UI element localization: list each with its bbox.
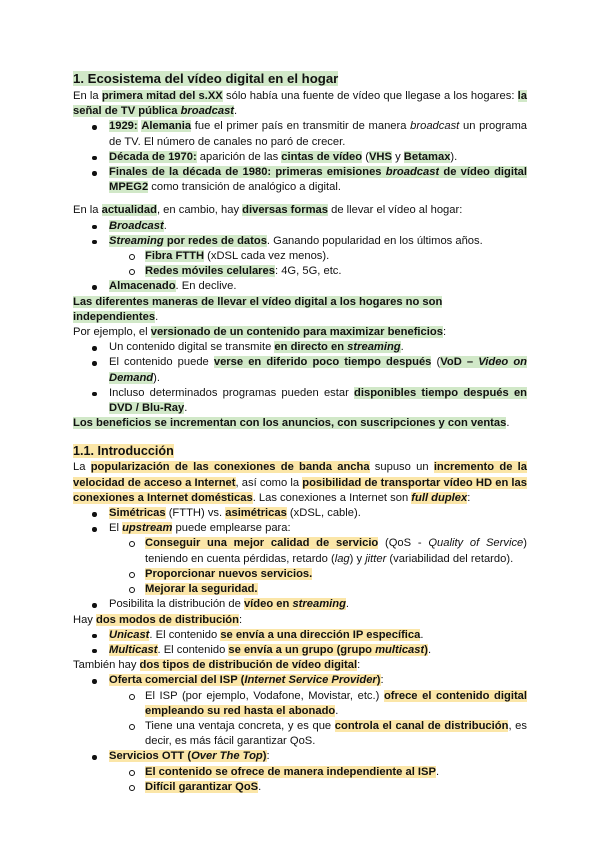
list-item: Tiene una ventaja concreta, y es que controla el canal de distribución, es decir, es más fácil garantizar QoS.: [109, 719, 527, 749]
section-title: 1. Ecosistema del vídeo digital en el hogar: [73, 71, 339, 86]
sub-list: [109, 765, 527, 795]
sub-list: [109, 536, 527, 597]
list-item: Posibilita la distribución de vídeo en streaming.: [73, 597, 527, 612]
paragraph-modes: Hay dos modos de distribución:: [73, 613, 243, 626]
paragraph-versioning: Por ejemplo, el versionado de un contenido para maximizar beneficios:: [73, 326, 447, 339]
list-item: Mejorar la seguridad.: [109, 582, 527, 597]
versioning-list: [73, 340, 527, 416]
paragraph-not-independent: Las diferentes maneras de llevar el vídeo digital a los hogares no son independientes.: [73, 295, 443, 323]
subsection-title: 1.1. Introducción: [73, 444, 174, 459]
paragraph-broadband: La popularización de las conexiones de banda ancha supuso un incremento de la velocidad de acceso a Internet, así como la posibilidad de transportar vídeo HD en las conexiones a Internet domésticas. Las conexiones a Internet son full duplex:: [73, 461, 527, 504]
list-item: Fibra FTTH (xDSL cada vez menos).: [109, 249, 527, 264]
delivery-list: [73, 219, 527, 295]
types-list: [73, 673, 527, 795]
list-item: Servicios OTT (Over The Top): El contenido se ofrece de manera independiente al ISP. Difícil garantizar QoS.: [73, 749, 527, 795]
paragraph-intro: En la primera mitad del s.XX sólo había una fuente de vídeo que llegase a los hogares: la señal de TV pública broadcast.: [73, 90, 527, 118]
list-item: Multicast. El contenido se envía a un grupo (grupo multicast).: [73, 643, 527, 658]
modes-list: [73, 628, 527, 658]
list-item: Almacenado. En declive.: [73, 279, 527, 294]
list-item: Conseguir una mejor calidad de servicio (QoS - Quality of Service) teniendo en cuenta pérdidas, retardo (lag) y jitter (variabilidad del retardo).: [109, 536, 527, 566]
list-item: El contenido se ofrece de manera independiente al ISP.: [109, 765, 527, 780]
list-item: Difícil garantizar QoS.: [109, 780, 527, 795]
list-item: Unicast. El contenido se envía a una dirección IP específica.: [73, 628, 527, 643]
list-item: El upstream puede emplearse para: Conseguir una mejor calidad de servicio (QoS - Quality of Service) teniendo en cuenta pérdidas, retardo (lag) y jitter (variabilidad del retardo). Proporcionar nuevos servicios. Mejorar la seguridad.: [73, 521, 527, 597]
list-item: El ISP (por ejemplo, Vodafone, Movistar, etc.) ofrece el contenido digital empleando su red hasta el abonado.: [109, 689, 527, 719]
paragraph-now: En la actualidad, en cambio, hay diversas formas de llevar el vídeo al hogar:: [73, 204, 463, 217]
paragraph-profit: Los beneficios se incrementan con los anuncios, con suscripciones y con ventas.: [73, 417, 510, 430]
connections-list: [73, 506, 527, 612]
list-item: Simétricas (FTTH) vs. asimétricas (xDSL, cable).: [73, 506, 527, 521]
sub-list: [109, 689, 527, 750]
paragraph-types: También hay dos tipos de distribución de vídeo digital:: [73, 659, 361, 672]
list-item: Década de 1970: aparición de las cintas de vídeo (VHS y Betamax).: [73, 150, 527, 165]
history-list: [73, 119, 527, 195]
list-item: Incluso determinados programas pueden estar disponibles tiempo después en DVD / Blu-Ray.: [73, 386, 527, 416]
list-item: Streaming por redes de datos. Ganando popularidad en los últimos años. Fibra FTTH (xDSL cada vez menos). Redes móviles celulares: 4G, 5G, etc.: [73, 234, 527, 280]
list-item: Proporcionar nuevos servicios.: [109, 567, 527, 582]
list-item: Oferta comercial del ISP (Internet Service Provider): El ISP (por ejemplo, Vodafone, Movistar, etc.) ofrece el contenido digital empleando su red hasta el abonado. Tiene una ventaja concreta, y es que controla el canal de distribución, es decir, es más fácil garantizar QoS.: [73, 673, 527, 749]
list-item: Redes móviles celulares: 4G, 5G, etc.: [109, 264, 527, 279]
list-item: Un contenido digital se transmite en directo en streaming.: [73, 340, 527, 355]
list-item: Broadcast.: [73, 219, 527, 234]
list-item: El contenido puede verse en diferido poco tiempo después (VoD – Video on Demand).: [73, 355, 527, 385]
list-item: 1929: Alemania fue el primer país en transmitir de manera broadcast un programa de TV. El número de canales no paró de crecer.: [73, 119, 527, 149]
sub-list: [109, 249, 527, 279]
list-item: Finales de la década de 1980: primeras emisiones broadcast de vídeo digital MPEG2 como transición de analógico a digital.: [73, 165, 527, 195]
